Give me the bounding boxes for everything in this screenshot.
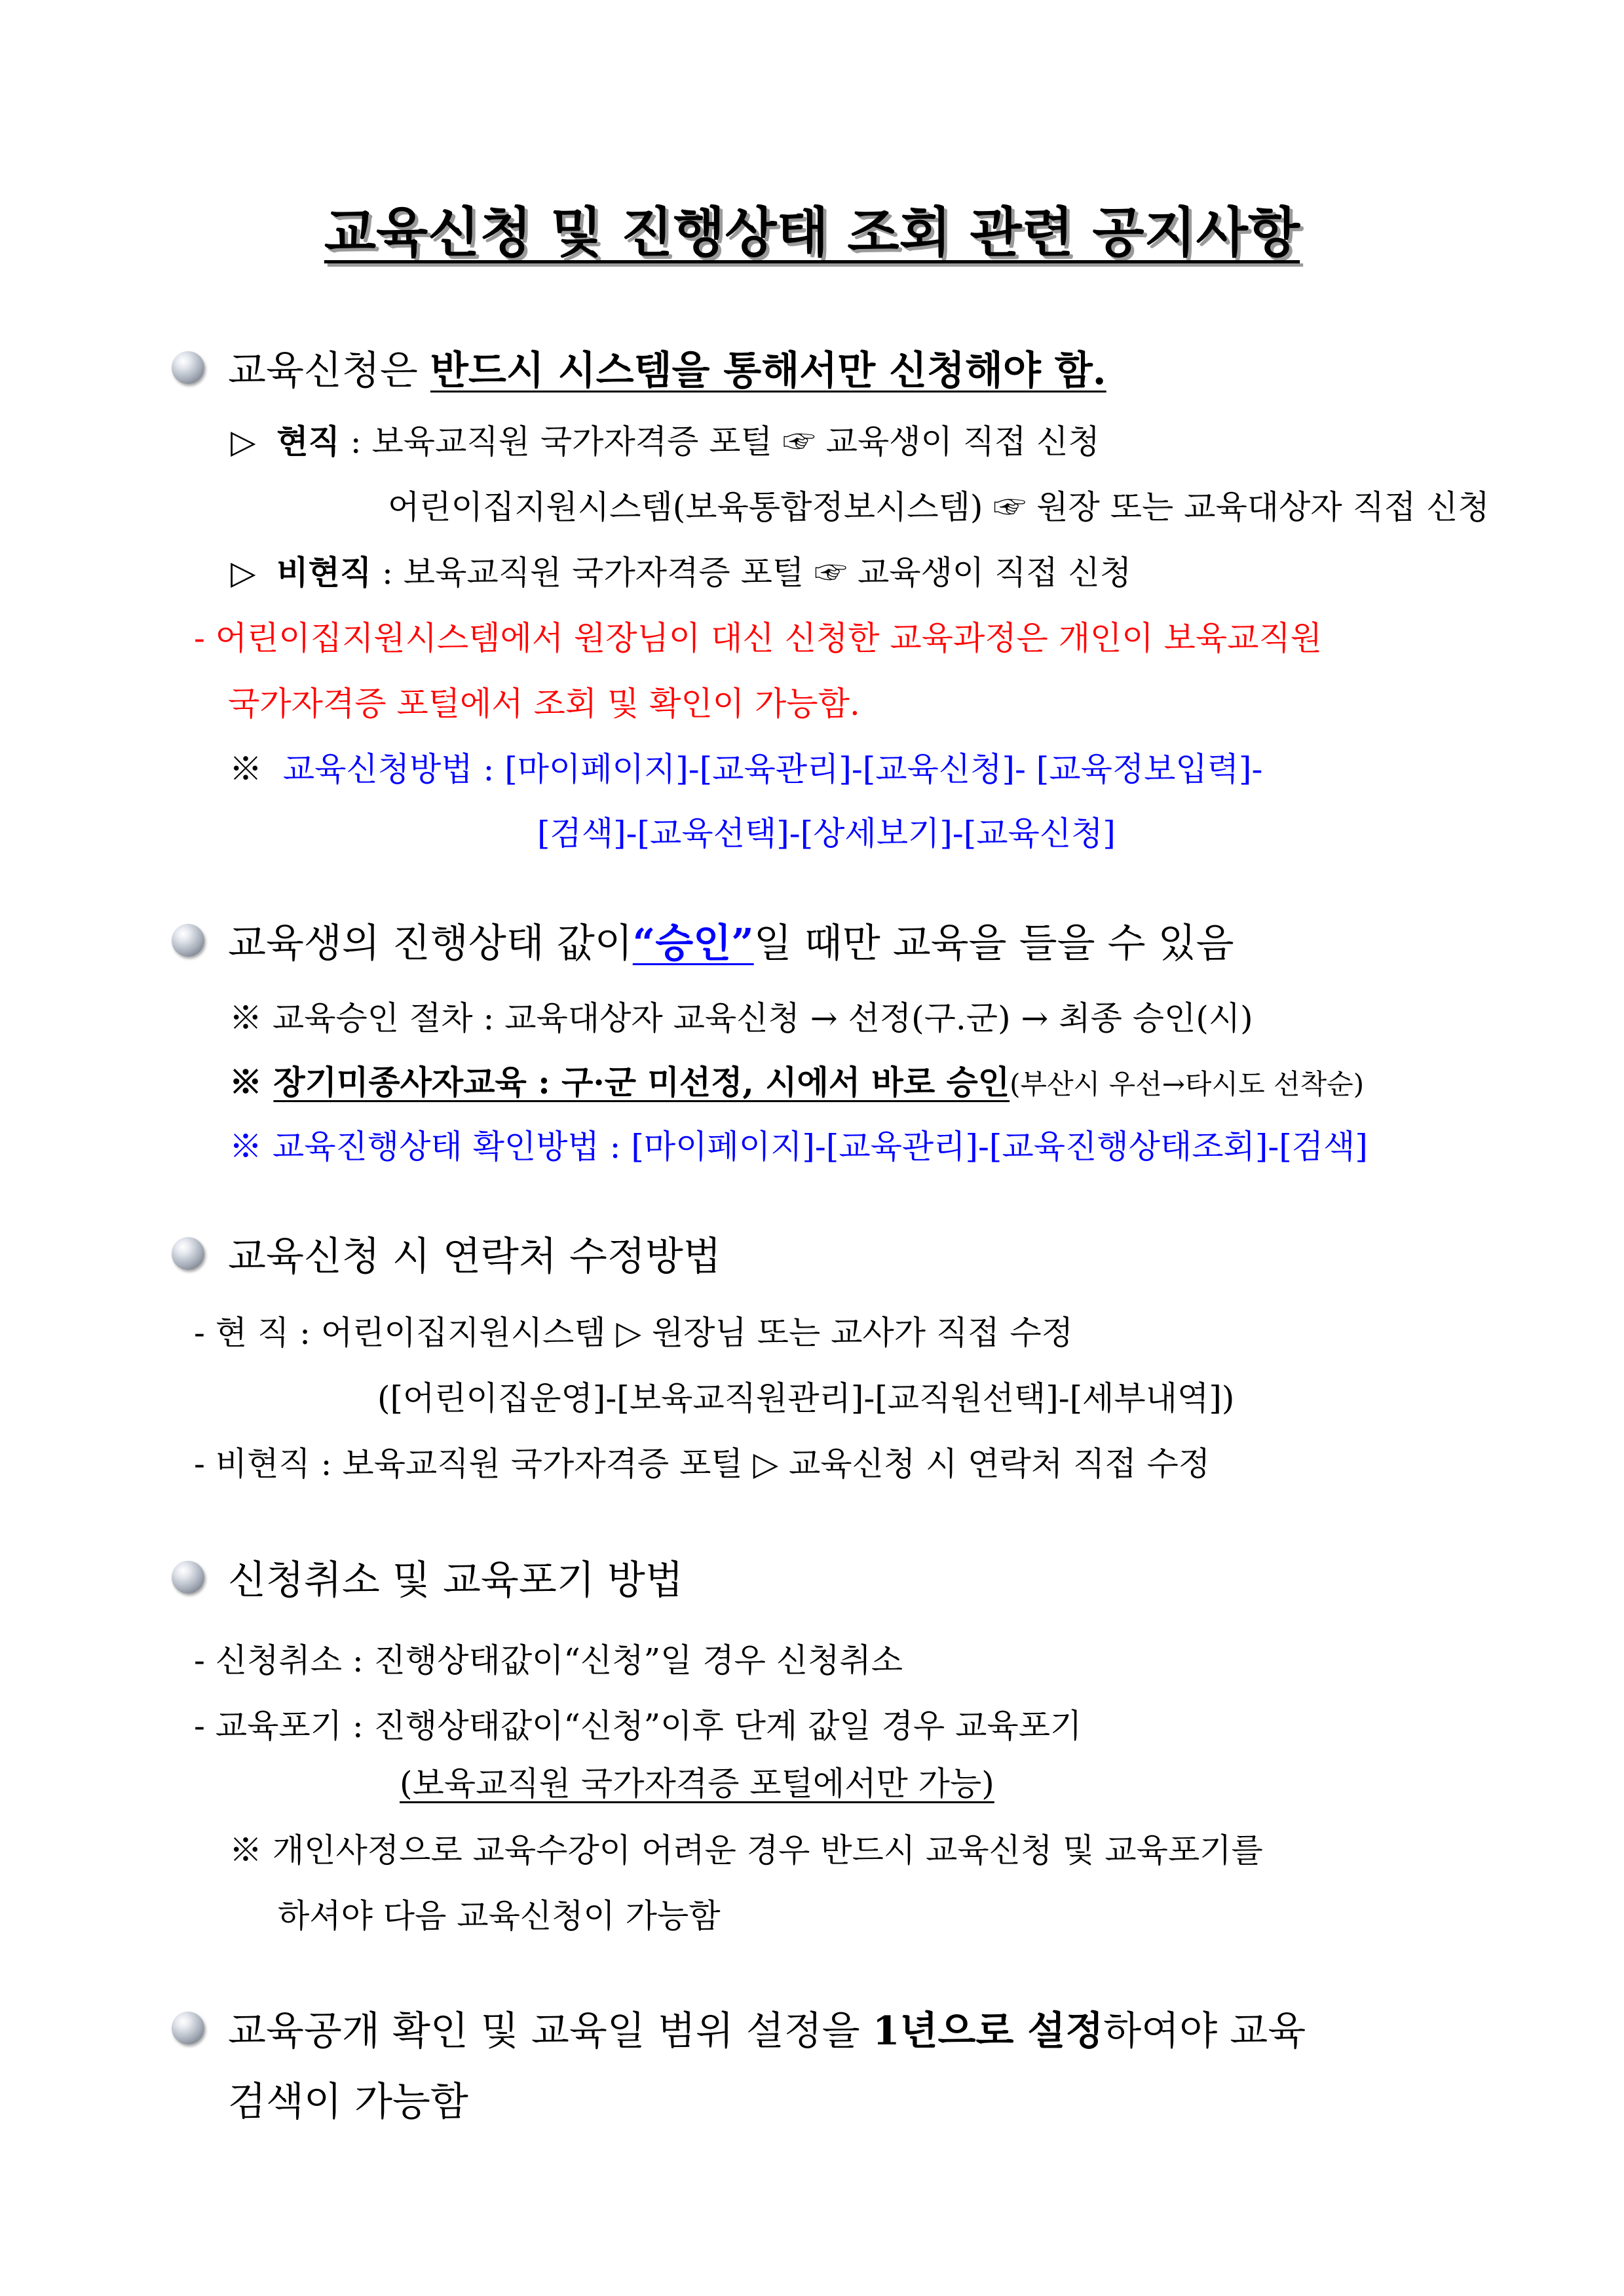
section3-line3: - 비현직 : 보육교직원 국가자격증 포털 ▷ 교육신청 시 연락처 직접 수정	[194, 1445, 1211, 1483]
triangle-marker-icon: ▷	[231, 423, 256, 461]
section1-noncurrent-line	[231, 546, 1131, 594]
section4-line2: - 교육포기 : 진행상태값이“신청”이후 단계 값일 경우 교육포기	[194, 1707, 1082, 1745]
section5-heading-line2: 검색이 가능함	[228, 2079, 468, 2125]
section4-line1: - 신청취소 : 진행상태값이“신청”일 경우 신청취소	[194, 1641, 903, 1679]
section1-heading	[228, 339, 1106, 396]
section1-current-line2: 어린이집지원시스템(보육통합정보시스템) ☞ 원장 또는 교육대상자 직접 신청	[388, 488, 1490, 526]
section5-heading-suffix: 하여야 교육	[1103, 2008, 1306, 2054]
section5-heading	[228, 2000, 1306, 2056]
section2-heading	[228, 912, 1234, 968]
section2-line2-mark: ※	[229, 1063, 274, 1101]
section2-line1: ※ 교육승인 절차 : 교육대상자 교육신청 → 선정(구.군) → 최종 승인(시)	[229, 999, 1253, 1037]
bullet-icon	[172, 1561, 204, 1594]
current-label: 현직	[276, 422, 340, 461]
page-title	[0, 190, 1624, 267]
section1-heading-prefix: 교육신청은	[228, 348, 430, 394]
section3-line2: ([어린이집운영]-[보육교직원관리]-[교직원선택]-[세부내역])	[377, 1379, 1235, 1417]
triangle-marker-icon: ▷	[231, 554, 256, 592]
current-text: : 보육교직원 국가자격증 포털 ☞ 교육생이 직접 신청	[339, 423, 1100, 461]
section1-current-line	[231, 415, 1100, 463]
section2-heading-prefix: 교육생의 진행상태 값이	[228, 921, 633, 966]
bullet-icon	[172, 2012, 204, 2044]
section4-line4: ※ 개인사정으로 교육수강이 어려운 경우 반드시 교육신청 및 교육포기를	[229, 1831, 1263, 1869]
section4-line5: 하셔야 다음 교육신청이 가능함	[278, 1897, 721, 1935]
bullet-icon	[172, 924, 204, 957]
section5-heading-emphasis: 1년으로 설정	[872, 2008, 1104, 2054]
bullet-icon	[172, 351, 204, 384]
section2-line3: ※ 교육진행상태 확인방법 : [마이페이지]-[교육관리]-[교육진행상태조회]-[검색]	[229, 1128, 1368, 1166]
note-mark: ※	[229, 750, 262, 788]
section5-heading-prefix: 교육공개 확인 및 교육일 범위 설정을	[228, 2008, 873, 2054]
section2-line2	[229, 1056, 1364, 1103]
section2-heading-suffix: 일 때만 교육을 들을 수 있음	[753, 921, 1234, 966]
section3-heading: 교육신청 시 연락처 수정방법	[228, 1234, 721, 1280]
section1-red-line1: - 어린이집지원시스템에서 원장님이 대신 신청한 교육과정은 개인이 보육교직원	[194, 619, 1323, 657]
section2-line2-small: (부산시 우선→타시도 선착순)	[1010, 1068, 1365, 1100]
section1-heading-emphasis: 반드시 시스템을 통해서만 신청해야 함.	[430, 348, 1106, 394]
noncurrent-label: 비현직	[276, 553, 372, 592]
page-title-text: 교육신청 및 진행상태 조회 관련 공지사항	[324, 202, 1300, 264]
section4-heading: 신청취소 및 교육포기 방법	[228, 1558, 683, 1603]
section1-note-line1	[229, 743, 1262, 790]
section4-line3: (보육교직원 국가자격증 포털에서만 가능)	[400, 1765, 994, 1803]
section3-line1: - 현 직 : 어린이집지원시스템 ▷ 원장님 또는 교사가 직접 수정	[194, 1314, 1074, 1352]
section1-note-line2: [검색]-[교육선택]-[상세보기]-[교육신청]	[537, 814, 1116, 852]
bullet-icon	[172, 1237, 204, 1270]
section2-line2-bold: 장기미종사자교육 : 구·군 미선정, 시에서 바로 승인	[273, 1063, 1010, 1101]
section1-red-line2: 국가자격증 포털에서 조회 및 확인이 가능함.	[228, 685, 860, 723]
noncurrent-text: : 보육교직원 국가자격증 포털 ☞ 교육생이 직접 신청	[371, 554, 1132, 592]
note-text: 교육신청방법 : [마이페이지]-[교육관리]-[교육신청]- [교육정보입력]-	[282, 750, 1263, 788]
approve-status: “승인”	[632, 921, 754, 966]
